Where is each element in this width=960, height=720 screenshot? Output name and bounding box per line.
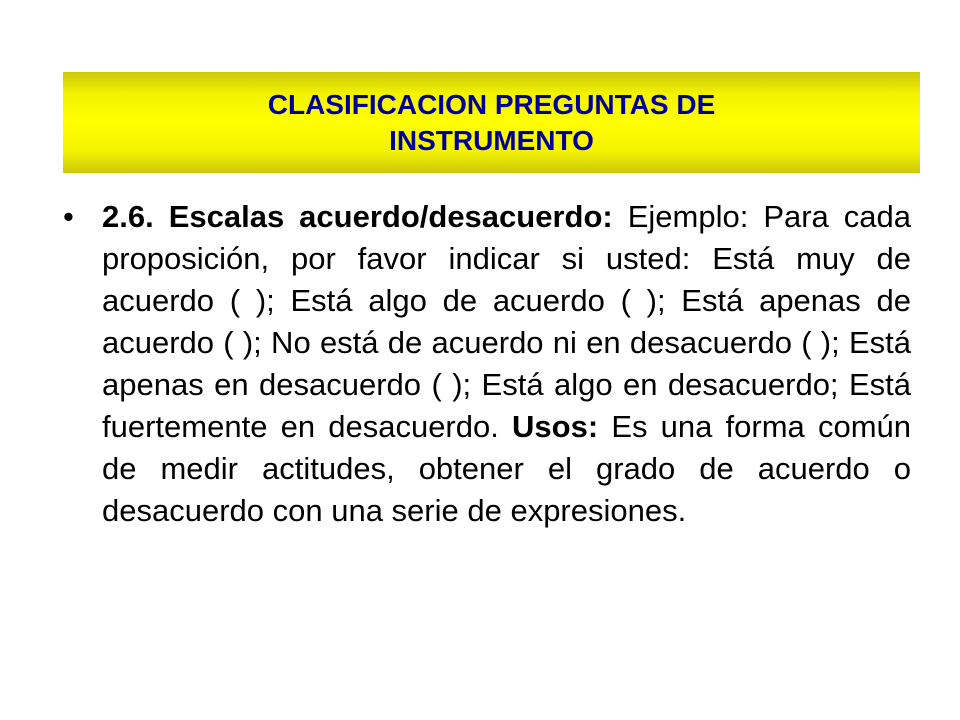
example-text: Ejemplo: Para cada proposición, por favor indicar si usted: Está muy de acuerdo ( ); Está algo de acuerdo ( ); Está apenas de acuerdo ( ); No está de acuerdo ni en desacuerdo ( ); Está apenas en desacuerdo ( ); Está algo en desacuerdo; Está fuertemente en desacuerdo.: [102, 199, 912, 444]
slide-title: CLASIFICACION PREGUNTAS DE INSTRUMENTO: [267, 88, 716, 156]
title-banner: [63, 72, 920, 173]
uses-text: Es una forma común de medir actitudes, obtener el grado de acuerdo o desacuerdo con una serie de expresiones.: [102, 409, 912, 528]
bullet-icon: •: [63, 199, 74, 234]
section-heading: 2.6. Escalas acuerdo/desacuerdo:: [102, 199, 613, 234]
uses-label: Usos:: [512, 409, 599, 444]
bullet-item: [63, 196, 911, 532]
bullet-paragraph: [102, 196, 911, 532]
